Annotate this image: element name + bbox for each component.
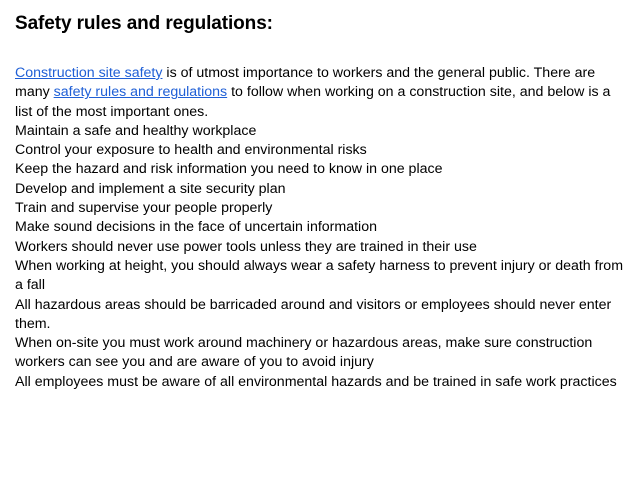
list-item: When working at height, you should always wear a safety harness to prevent injury or death from a fall bbox=[15, 257, 624, 294]
intro-text-1: is of utmost importance to workers and the general public. There are many bbox=[15, 65, 596, 101]
list-item: All hazardous areas should be barricaded around and visitors or employees should never enter them. bbox=[15, 296, 612, 332]
list-item: Control your exposure to health and environmental risks bbox=[15, 142, 367, 159]
content-body bbox=[15, 64, 627, 392]
list-item: Keep the hazard and risk information you need to know in one place bbox=[15, 161, 443, 178]
intro-paragraph bbox=[15, 64, 627, 122]
list-item: Develop and implement a site security plan bbox=[15, 180, 286, 197]
list-item: When on-site you must work around machinery or hazardous areas, make sure construction workers can see you and are aware of you to avoid injury bbox=[15, 335, 593, 371]
list-item: Train and supervise your people properly bbox=[15, 200, 273, 217]
list-item: Maintain a safe and healthy workplace bbox=[15, 122, 257, 139]
list-item: All employees must be aware of all environmental hazards and be trained in safe work practices bbox=[15, 373, 617, 390]
page-title: Safety rules and regulations: bbox=[15, 13, 273, 34]
intro-text-2: to follow when working on a construction site, and below is a list of the most important ones. bbox=[15, 84, 611, 120]
safety-rules-link[interactable]: safety rules and regulations bbox=[53, 84, 228, 101]
construction-site-safety-link[interactable]: Construction site safety bbox=[15, 65, 163, 81]
list-item: Workers should never use power tools unless they are trained in their use bbox=[15, 238, 477, 255]
list-item: Make sound decisions in the face of uncertain information bbox=[15, 219, 377, 236]
